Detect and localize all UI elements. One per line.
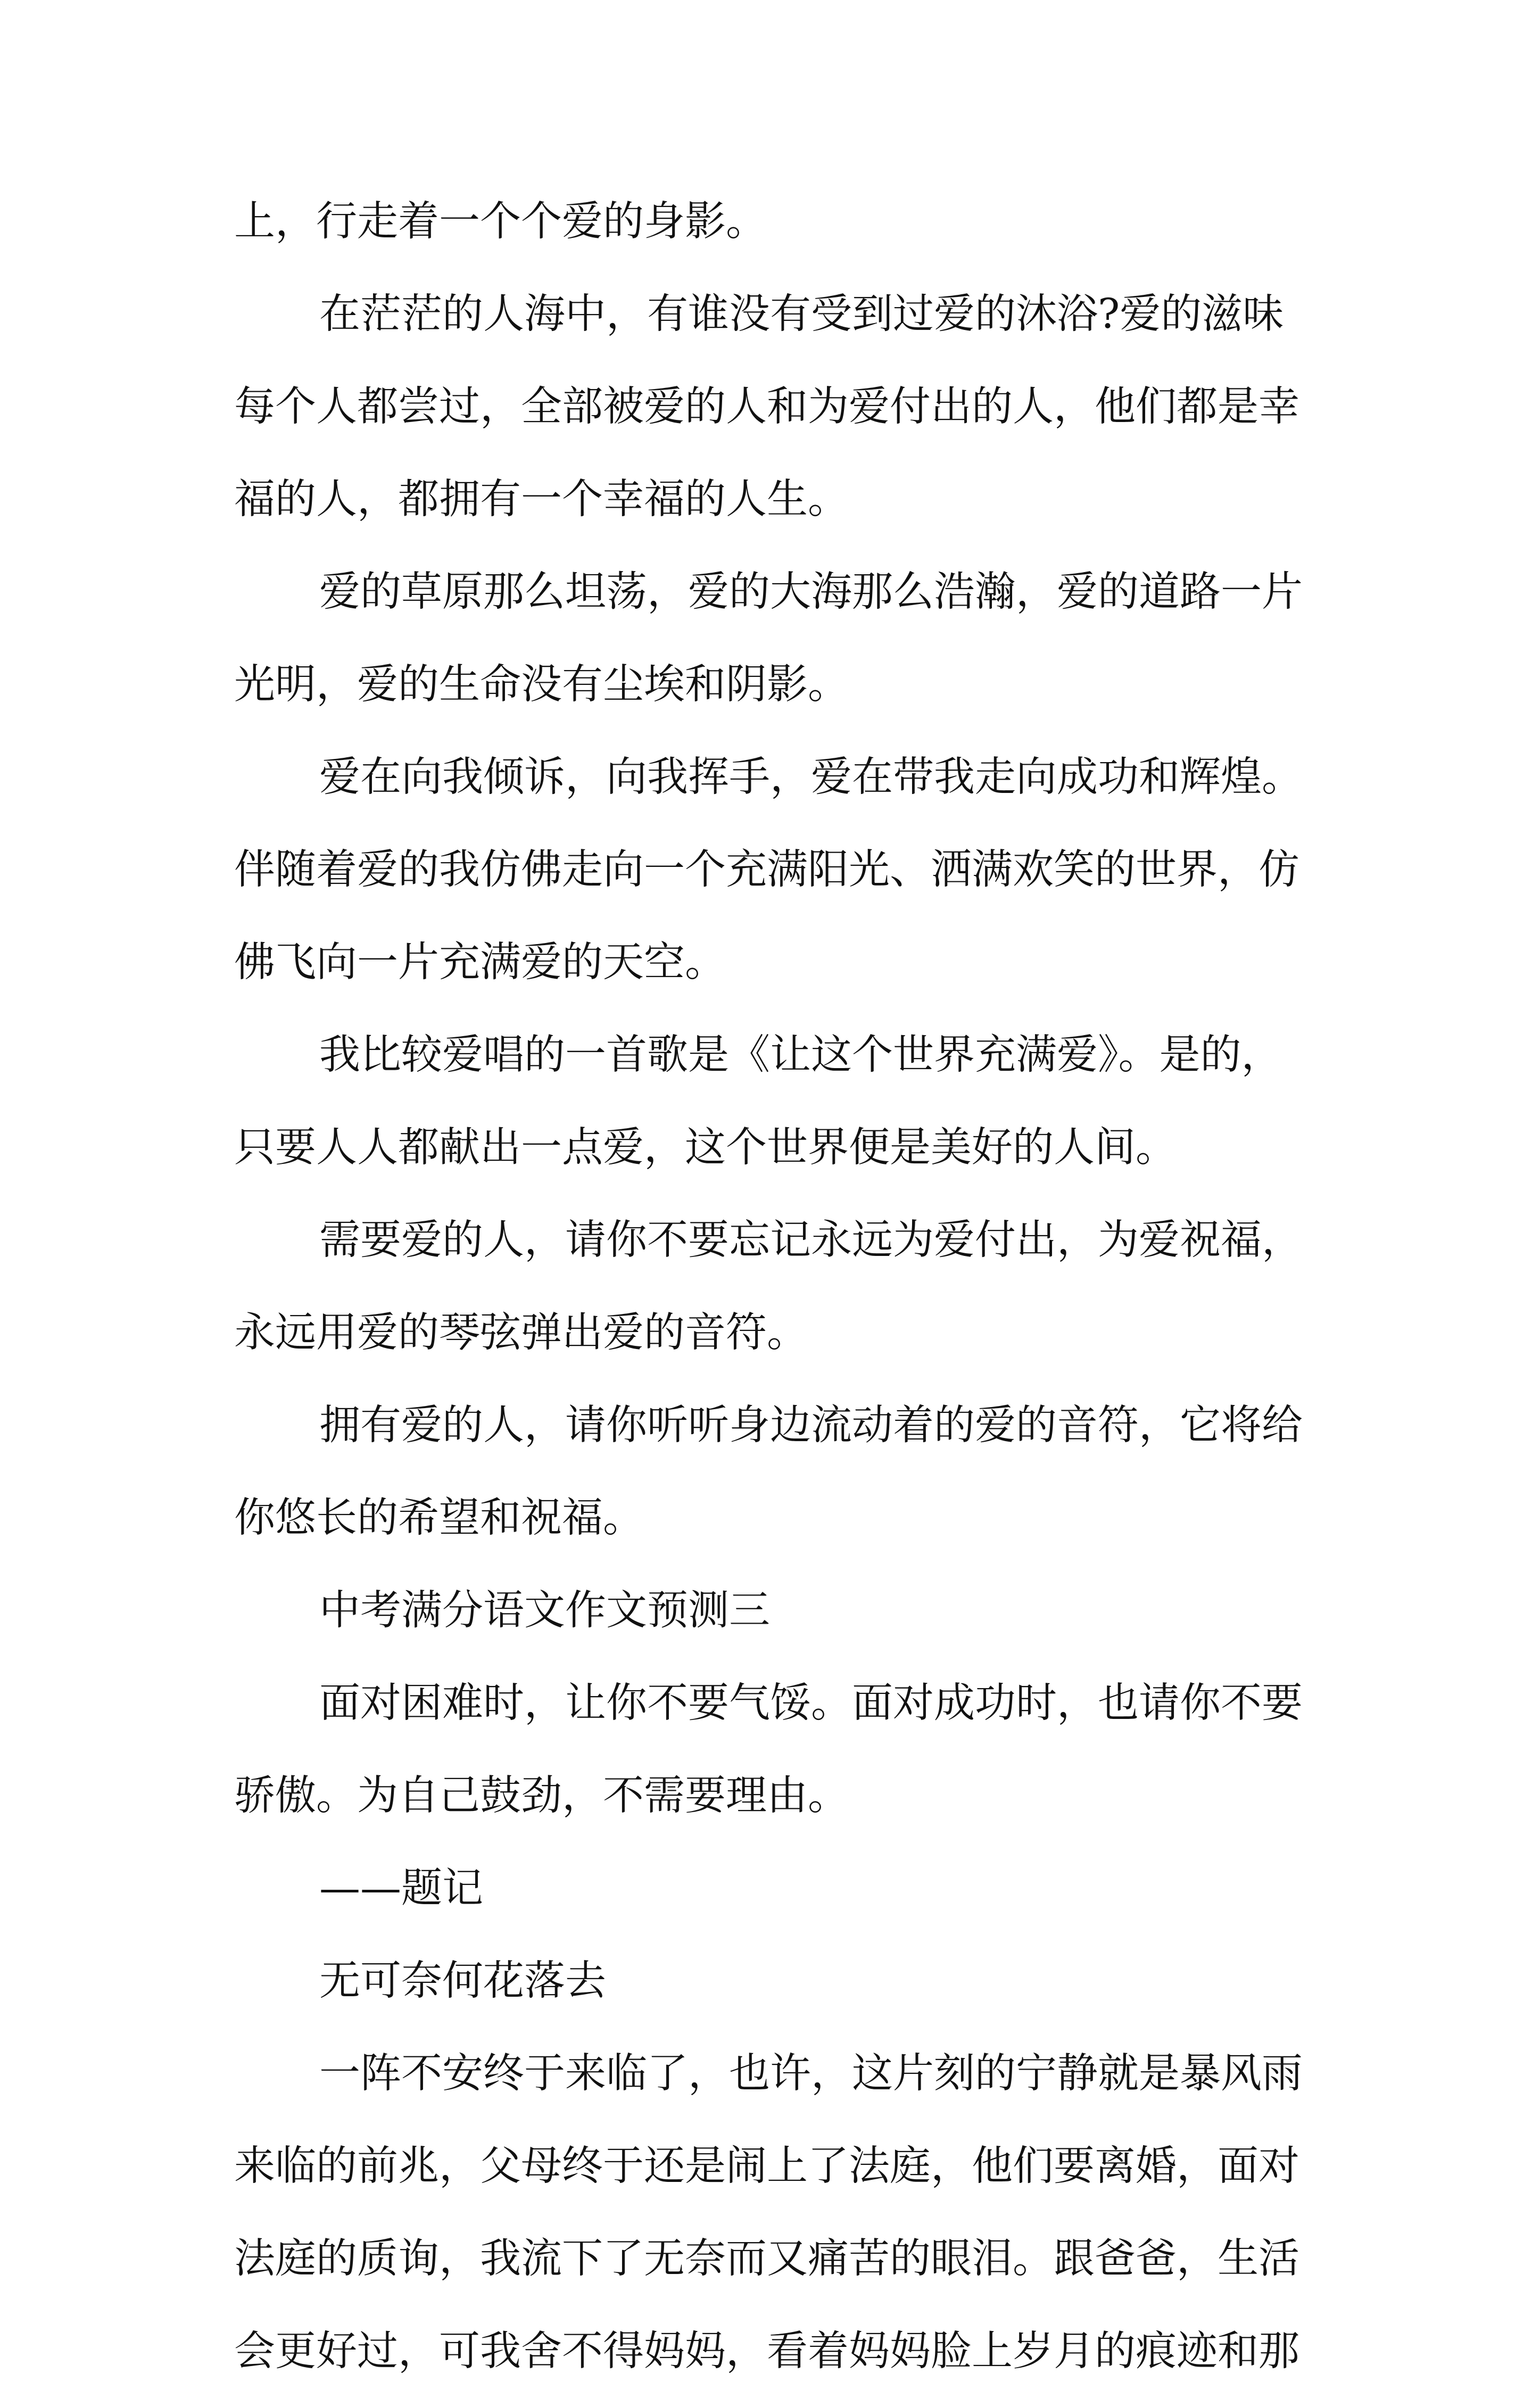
- text-line: 需要爱的人，请你不要忘记永远为爱付出，为爱祝福，: [319, 1217, 1303, 1264]
- text-line: 爱的草原那么坦荡，爱的大海那么浩瀚，爱的道路一片: [319, 568, 1303, 616]
- text-line: 光明，爱的生命没有尘埃和阴影。: [234, 661, 849, 708]
- text-line: 爱在向我倾诉，向我挥手，爱在带我走向成功和辉煌。: [319, 754, 1303, 801]
- text-line: 无可奈何花落去: [319, 1957, 606, 2005]
- text-line: 永远用爱的琴弦弹出爱的音符。: [234, 1309, 808, 1357]
- text-line: 只要人人都献出一点爱，这个世界便是美好的人间。: [234, 1124, 1177, 1171]
- text-line: 上，行走着一个个爱的身影。: [234, 198, 767, 245]
- text-line: 每个人都尝过，全部被爱的人和为爱付出的人，他们都是幸: [234, 383, 1299, 431]
- text-line: 中考满分语文作文预测三: [319, 1587, 770, 1634]
- text-line: 法庭的质询，我流下了无奈而又痛苦的眼泪。跟爸爸，生活: [234, 2235, 1299, 2283]
- text-line: 会更好过，可我舍不得妈妈，看着妈妈脸上岁月的痕迹和那: [234, 2328, 1299, 2375]
- text-line: 面对困难时，让你不要气馁。面对成功时，也请你不要: [319, 1680, 1303, 1727]
- text-line: 拥有爱的人，请你听听身边流动着的爱的音符，它将给: [319, 1402, 1303, 1449]
- text-line: 在茫茫的人海中，有谁没有受到过爱的沐浴?爱的滋味: [319, 291, 1284, 338]
- text-line: 骄傲。为自己鼓劲，不需要理由。: [234, 1772, 849, 1820]
- text-line: 来临的前兆，父母终于还是闹上了法庭，他们要离婚，面对: [234, 2143, 1299, 2190]
- body-text: [234, 176, 1320, 2398]
- text-line: 伴随着爱的我仿佛走向一个充满阳光、洒满欢笑的世界，仿: [234, 846, 1299, 894]
- text-line: 一阵不安终于来临了，也许，这片刻的宁静就是暴风雨: [319, 2050, 1303, 2097]
- text-line: 福的人，都拥有一个幸福的人生。: [234, 476, 849, 523]
- text-line: 我比较爱唱的一首歌是《让这个世界充满爱》。是的，: [319, 1031, 1282, 1079]
- text-line: 佛飞向一片充满爱的天空。: [234, 939, 726, 986]
- text-line: ——题记: [319, 1865, 483, 1912]
- text-line: 你悠长的希望和祝福。: [234, 1494, 644, 1542]
